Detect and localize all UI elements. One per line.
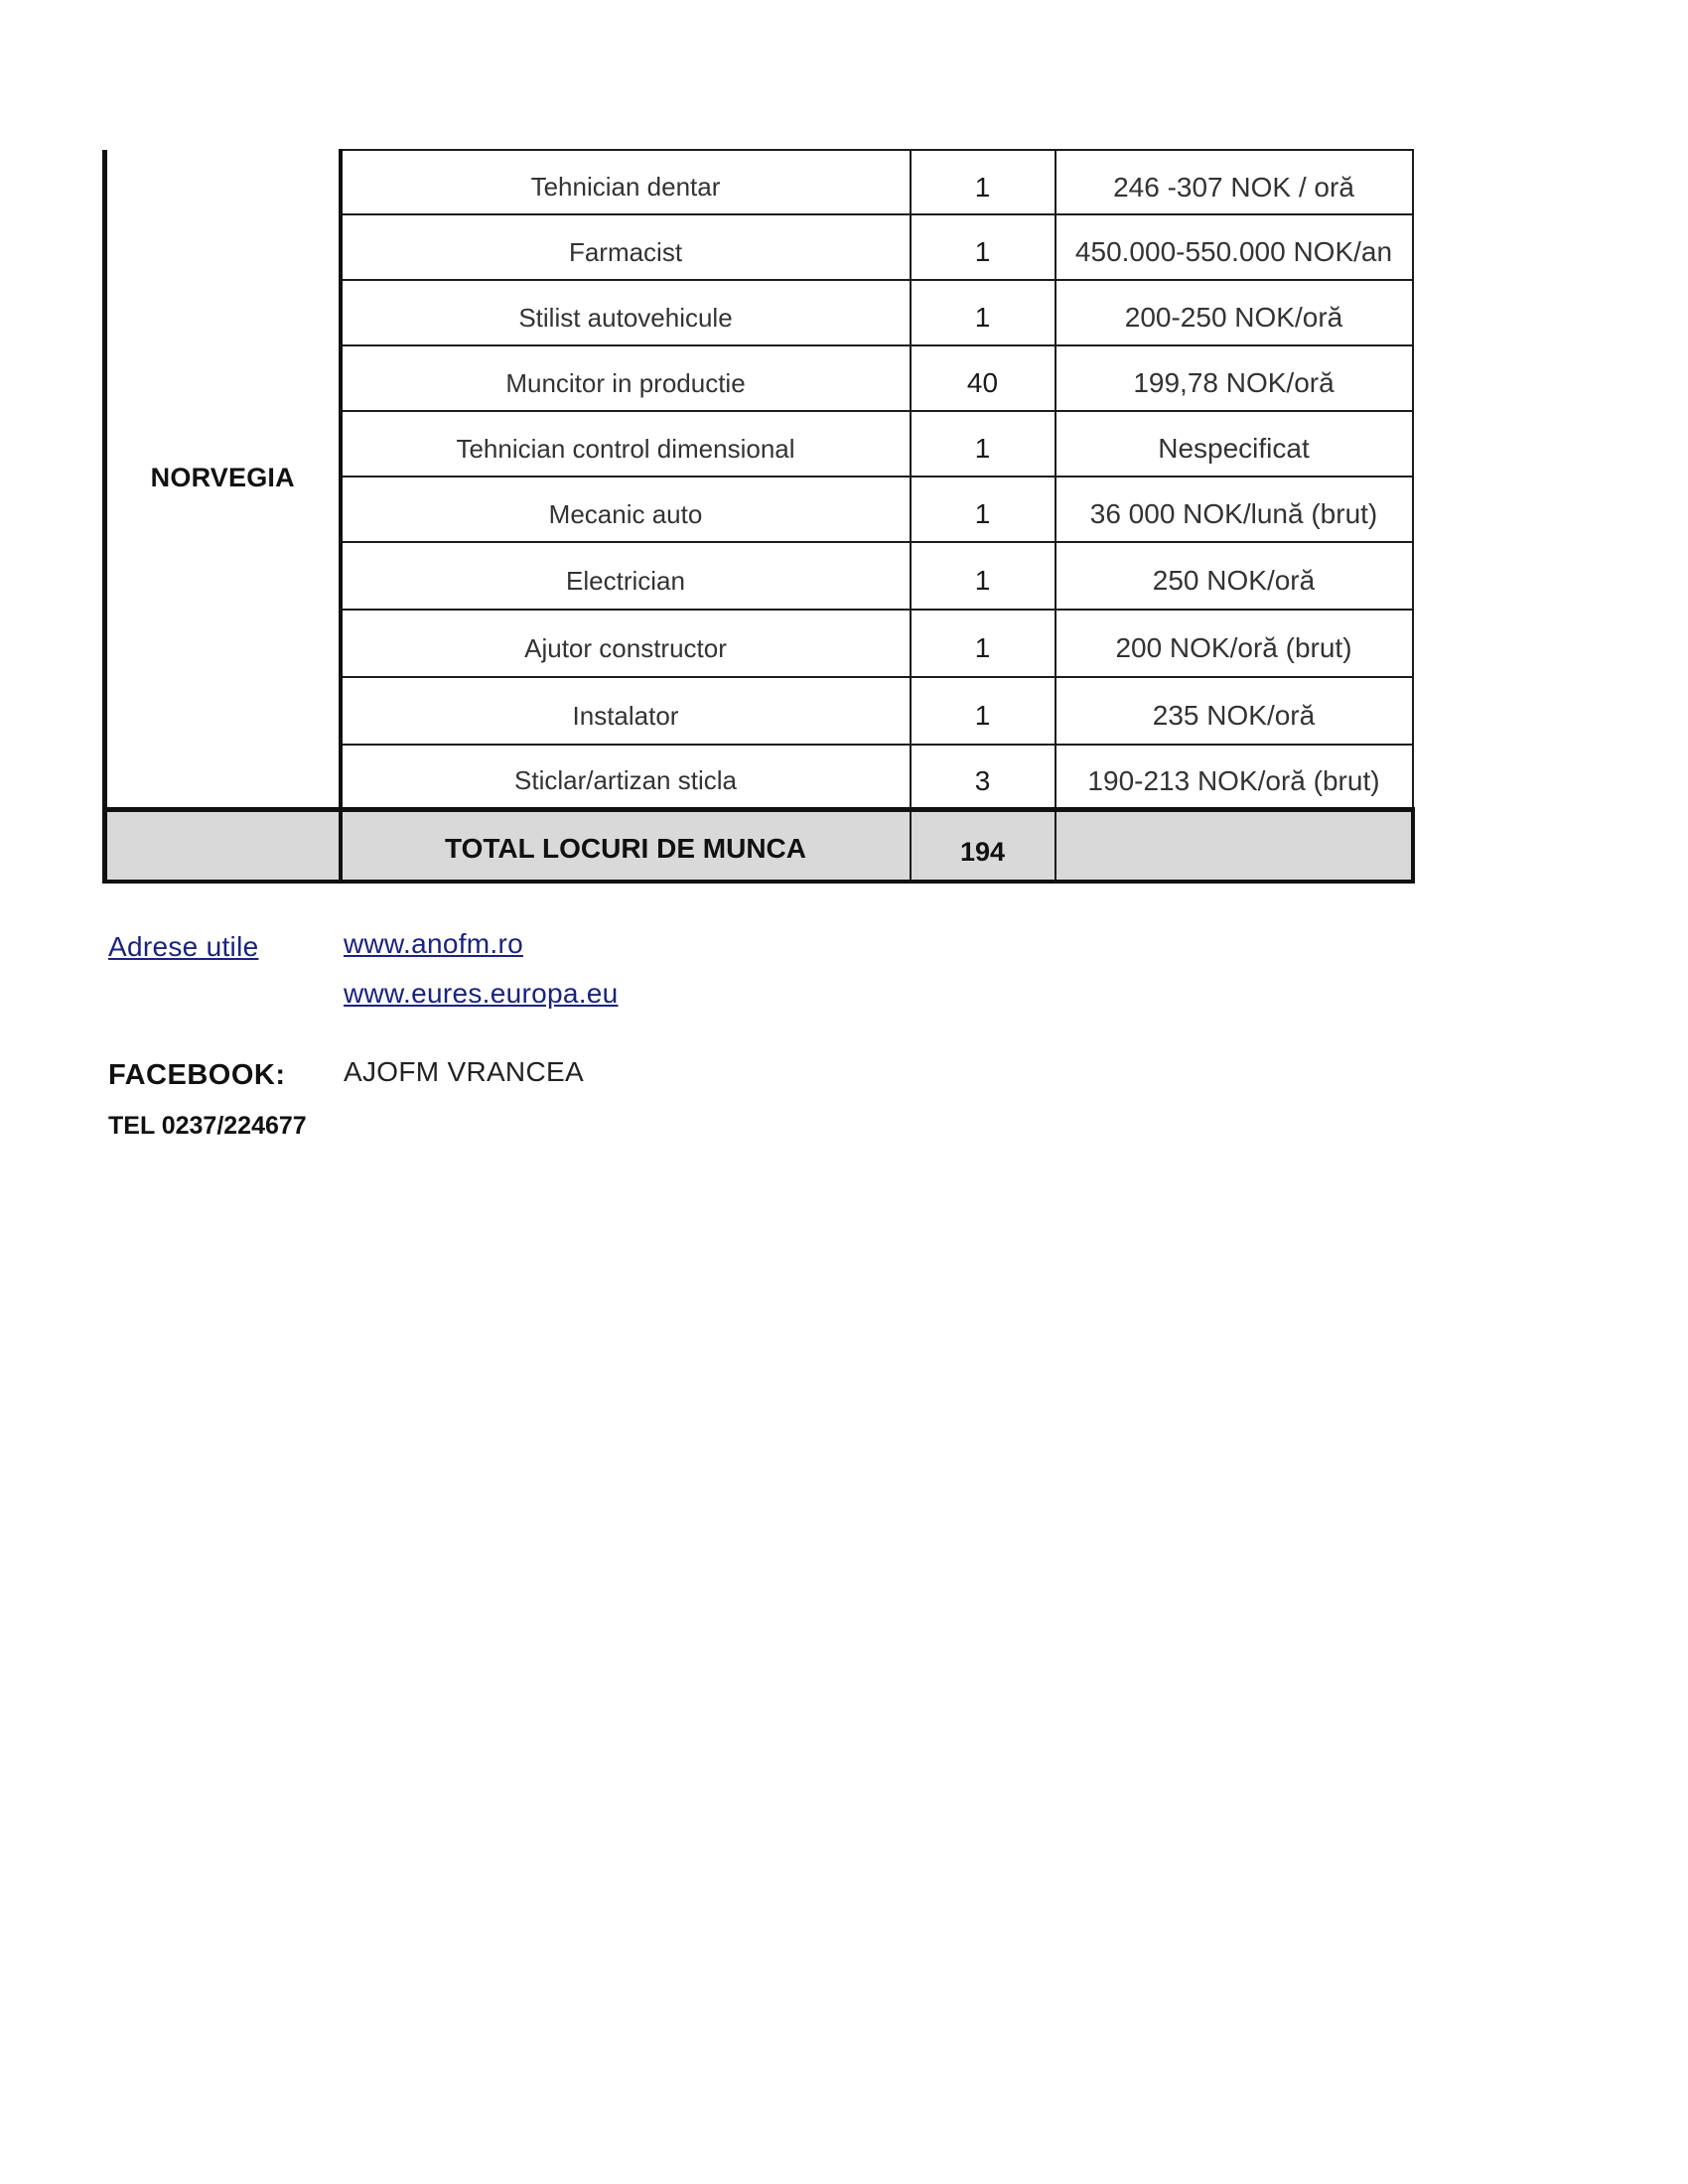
job-salary: Nespecificat <box>1055 411 1413 477</box>
eures-link[interactable]: www.eures.europa.eu <box>344 978 619 1009</box>
job-salary: 200 NOK/oră (brut) <box>1055 610 1413 677</box>
job-title: Electrician <box>341 542 911 610</box>
job-salary: 246 -307 NOK / oră <box>1055 150 1413 214</box>
useful-addresses-link[interactable]: Adrese utile <box>108 931 259 962</box>
job-salary: 200-250 NOK/oră <box>1055 280 1413 345</box>
job-count: 1 <box>911 677 1055 745</box>
job-count: 1 <box>911 542 1055 610</box>
total-label: TOTAL LOCURI DE MUNCA <box>341 809 911 882</box>
table-row <box>105 150 1413 214</box>
job-salary: 450.000-550.000 NOK/an <box>1055 214 1413 280</box>
job-count: 1 <box>911 214 1055 280</box>
country-cell: NORVEGIA <box>105 150 341 809</box>
job-title: Farmacist <box>341 214 911 280</box>
job-title: Tehnician control dimensional <box>341 411 911 477</box>
job-salary: 235 NOK/oră <box>1055 677 1413 745</box>
phone-number: TEL 0237/224677 <box>108 1112 307 1140</box>
job-count: 1 <box>911 610 1055 677</box>
job-salary: 36 000 NOK/lună (brut) <box>1055 477 1413 542</box>
job-count: 1 <box>911 411 1055 477</box>
job-title: Muncitor in productie <box>341 345 911 411</box>
facebook-value: AJOFM VRANCEA <box>344 1056 584 1087</box>
anofm-link[interactable]: www.anofm.ro <box>344 928 523 959</box>
job-count: 1 <box>911 477 1055 542</box>
job-title: Instalator <box>341 677 911 745</box>
job-title: Stilist autovehicule <box>341 280 911 345</box>
total-salary-blank <box>1055 809 1413 882</box>
jobs-table <box>102 149 1415 884</box>
total-row <box>105 809 1413 882</box>
job-count: 3 <box>911 745 1055 809</box>
job-count: 1 <box>911 150 1055 214</box>
job-count: 1 <box>911 280 1055 345</box>
job-title: Ajutor constructor <box>341 610 911 677</box>
total-blank-cell <box>105 809 341 882</box>
job-salary: 199,78 NOK/oră <box>1055 345 1413 411</box>
job-title: Sticlar/artizan sticla <box>341 745 911 809</box>
total-value: 194 <box>911 809 1055 882</box>
job-title: Tehnician dentar <box>341 150 911 214</box>
job-count: 40 <box>911 345 1055 411</box>
job-salary: 250 NOK/oră <box>1055 542 1413 610</box>
facebook-label: FACEBOOK: <box>108 1059 286 1091</box>
job-title: Mecanic auto <box>341 477 911 542</box>
job-salary: 190-213 NOK/oră (brut) <box>1055 745 1413 809</box>
